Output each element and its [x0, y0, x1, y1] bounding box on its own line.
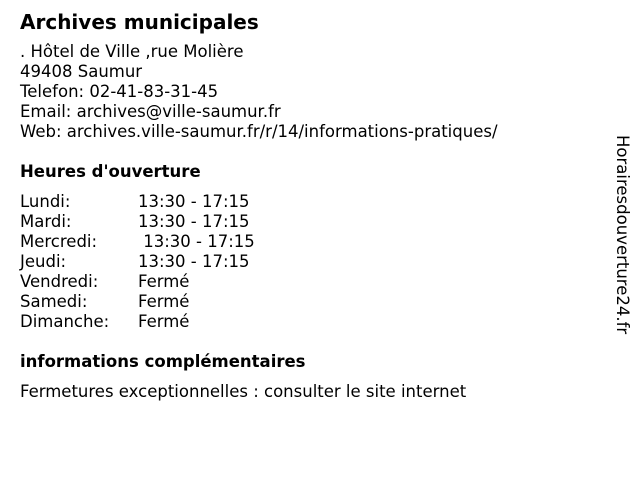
day-label: Samedi: [20, 292, 88, 311]
day-label: Vendredi: [20, 272, 99, 291]
email: Email: archives@ville-saumur.fr [20, 102, 281, 121]
institution-name: Archives municipales [20, 10, 259, 34]
address-line-1: . Hôtel de Ville ,rue Molière [20, 42, 244, 61]
hours-heading: Heures d'ouverture [20, 162, 201, 181]
info-text: Fermetures exceptionnelles : consulter le site internet [20, 382, 467, 401]
phone: Telefon: 02-41-83-31-45 [20, 82, 219, 101]
day-time: Fermé [138, 312, 190, 331]
hours-row [20, 272, 600, 292]
day-time: Fermé [138, 292, 190, 311]
day-time: 13:30 - 17:15 [138, 232, 255, 251]
website: Web: archives.ville-saumur.fr/r/14/informations-pratiques/ [20, 122, 498, 141]
hours-row [20, 212, 600, 232]
day-label: Lundi: [20, 192, 71, 211]
hours-row [20, 192, 600, 212]
hours-row [20, 292, 600, 312]
day-label: Mercredi: [20, 232, 98, 251]
side-watermark-label: Horairesdouverture24.fr [613, 135, 632, 335]
day-label: Jeudi: [20, 252, 67, 271]
hours-row [20, 232, 600, 252]
day-time: 13:30 - 17:15 [138, 252, 250, 271]
hours-row [20, 312, 600, 332]
day-time: 13:30 - 17:15 [138, 192, 250, 211]
day-label: Mardi: [20, 212, 72, 231]
day-time: Fermé [138, 272, 190, 291]
hours-row [20, 252, 600, 272]
day-label: Dimanche: [20, 312, 110, 331]
content [20, 10, 600, 402]
day-time: 13:30 - 17:15 [138, 212, 250, 231]
info-heading: informations complémentaires [20, 352, 306, 371]
address-line-2: 49408 Saumur [20, 62, 143, 81]
